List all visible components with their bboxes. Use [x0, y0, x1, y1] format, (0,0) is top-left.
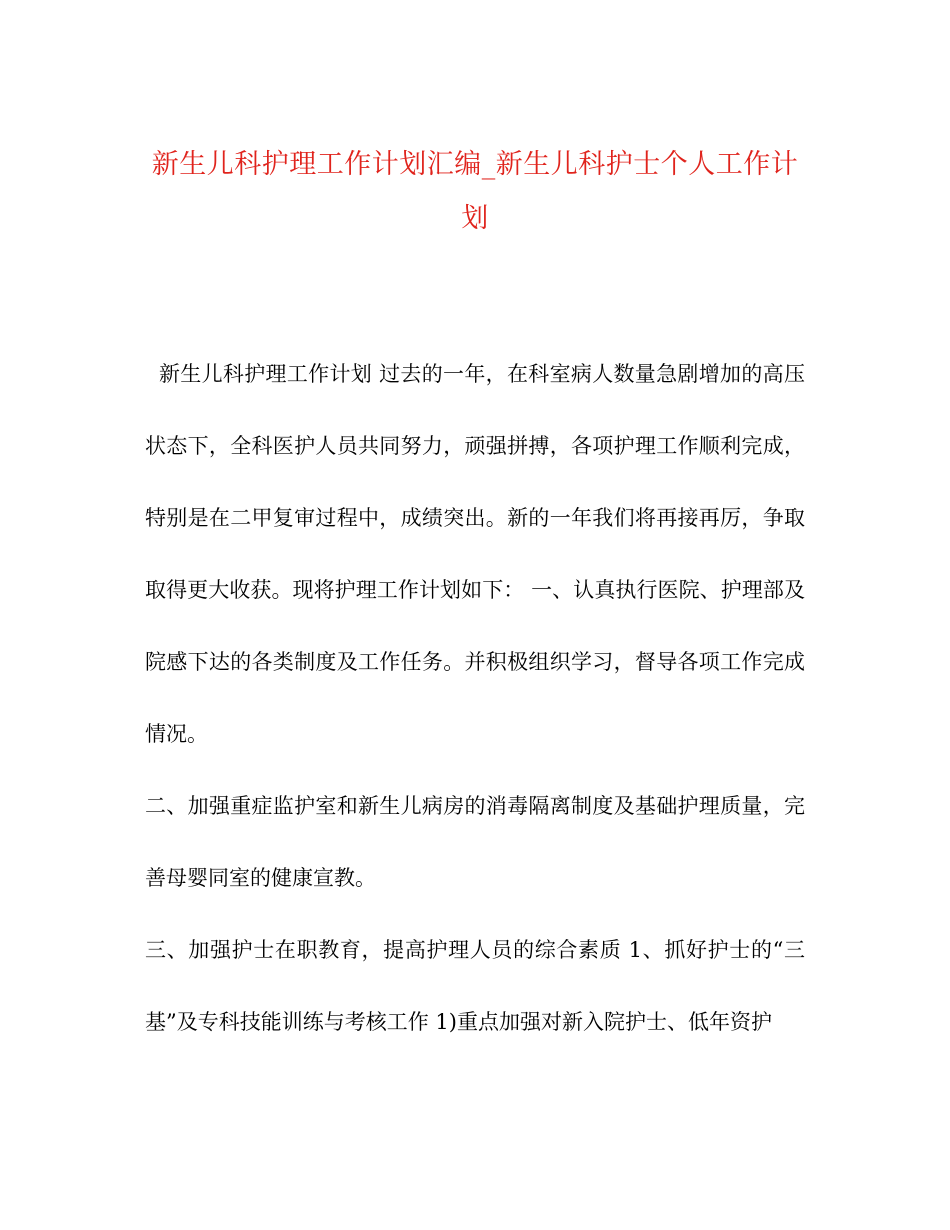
- paragraph-intro: 新生儿科护理工作计划 过去的一年，在科室病人数量急剧增加的高压状态下，全科医护人员共同努力，顽强拼搏，各项护理工作顺利完成，特别是在二甲复审过程中，成绩突出。新的一年我们将再接再厉，争取取得更大收获。现将护理工作计划如下： 一、认真执行医院、护理部及院感下达的各类制度及工作任务。并积极组织学习，督导各项工作完成情况。: [145, 362, 805, 746]
- paragraph-section-two: 二、加强重症监护室和新生儿病房的消毒隔离制度及基础护理质量，完善母婴同室的健康宣教。: [145, 794, 805, 890]
- paragraph-section-three: 三、加强护士在职教育，提高护理人员的综合素质 1、抓好护士的“三基”及专科技能训练与考核工作 1)重点加强对新入院护士、低年资护: [145, 938, 805, 1034]
- document-body: [145, 338, 805, 1058]
- document-title: 新生儿科护理工作计划汇编_新生儿科护士个人工作计划: [151, 149, 799, 234]
